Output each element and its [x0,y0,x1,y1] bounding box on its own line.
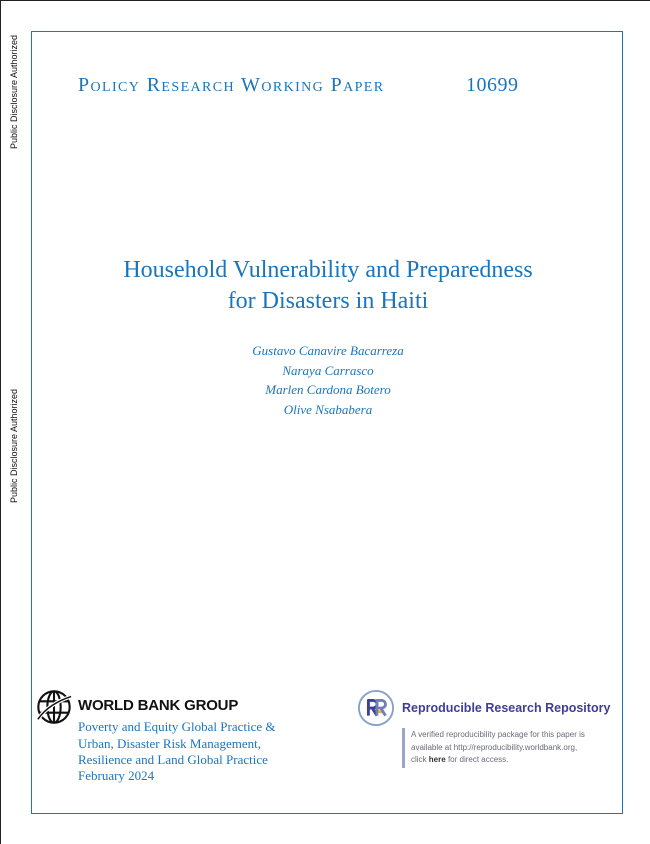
author: Olive Nsababera [283,401,373,417]
publisher-name: WORLD BANK GROUP [78,697,239,714]
disclosure-label-top: Public Disclosure Authorized [9,34,19,150]
repository-note-line: click [411,755,427,764]
author-list [0,341,650,419]
paper-title [0,255,650,317]
repository-note-line: for direct access. [447,755,509,764]
repository-note-bar [402,728,405,768]
repository-note-line: available at http://reproducibility.worldbank.org, [411,742,578,752]
rr-monogram-icon [357,689,395,727]
global-practice [78,719,318,769]
repository-name: Reproducible Research Repository [402,701,611,715]
title-line-2: for Disasters in Haiti [227,288,429,314]
title-line-1: Household Vulnerability and Preparedness [123,257,533,283]
page-edge-top [0,0,650,1]
practice-line: Resilience and Land Global Practice [78,752,268,767]
practice-line: Poverty and Equity Global Practice & [78,719,276,734]
disclosure-label-middle: Public Disclosure Authorized [9,388,19,504]
repository-note [411,729,626,767]
repository-here-link[interactable]: here [428,755,446,764]
repository-note-line: A verified reproducibility package for this paper is [411,730,585,739]
author: Marlen Cardona Botero [265,382,391,397]
series-name: Policy Research Working Paper [78,74,385,96]
author: Gustavo Canavire Bacarreza [252,343,404,358]
author: Naraya Carrasco [282,362,374,378]
page-edge-left [0,0,1,844]
globe-icon [35,688,73,726]
practice-line: Urban, Disaster Risk Management, [78,735,262,751]
paper-number: 10699 [466,74,519,96]
publication-date: February 2024 [78,768,155,783]
